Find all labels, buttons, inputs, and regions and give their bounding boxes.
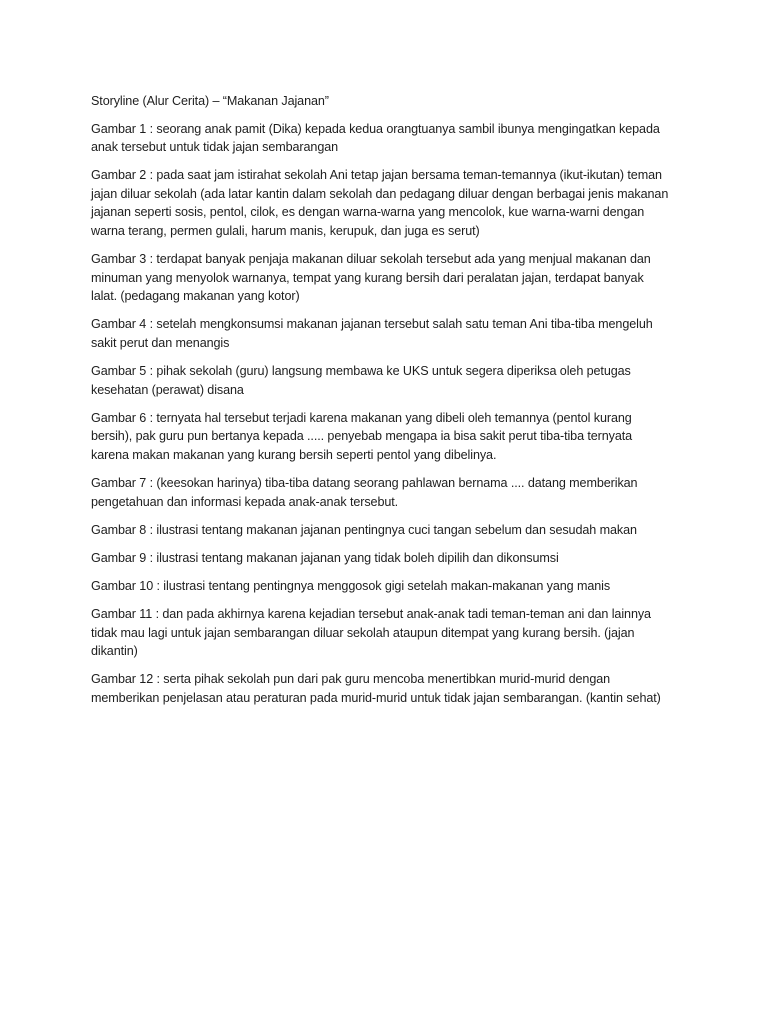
paragraph-gambar-7: Gambar 7 : (keesokan harinya) tiba-tiba datang seorang pahlawan bernama .... datang memberikan pengetahuan dan informasi kepada anak-anak tersebut. xyxy=(91,476,638,509)
paragraph-gambar-4: Gambar 4 : setelah mengkonsumsi makanan jajanan tersebut salah satu teman Ani tiba-tiba mengeluh sakit perut dan menangis xyxy=(91,317,653,351)
paragraph-gambar-8: Gambar 8 : ilustrasi tentang makanan jajanan pentingnya cuci tangan sebelum dan sesudah makan xyxy=(91,522,637,537)
paragraph-gambar-2: Gambar 2 : pada saat jam istirahat sekolah Ani tetap jajan bersama teman-temannya (ikut-ikutan) teman jajan diluar sekolah (ada latar kantin dalam sekolah dan pedagang diluar dengan berbagai jenis makanan jajanan seperti sosis, pentol, cilok, es dengan warna-warna yang mencolok, kue warna-warni dengan warna terang, permen gulali, harum manis, kerupuk, dan juga es serut) xyxy=(91,168,669,239)
paragraph-gambar-6: Gambar 6 : ternyata hal tersebut terjadi karena makanan yang dibeli oleh temannya (pentol kurang bersih), pak guru pun bertanya kepada ..... penyebab mengapa ia bisa sakit perut tiba-tiba ternyata karena makan makanan yang kurang bersih seperti pentol yang dibelinya. xyxy=(91,410,633,462)
document-title: Storyline (Alur Cerita) – “Makanan Jajanan” xyxy=(91,94,329,108)
paragraph-gambar-5: Gambar 5 : pihak sekolah (guru) langsung membawa ke UKS untuk segera diperiksa oleh petugas kesehatan (perawat) disana xyxy=(91,364,631,397)
paragraph-gambar-3: Gambar 3 : terdapat banyak penjaja makanan diluar sekolah tersebut ada yang menjual makanan dan minuman yang menyolok warnanya, tempat yang kurang bersih dari peralatan jajan, terdapat banyak lalat. (pedagang makanan yang kotor) xyxy=(91,252,651,304)
paragraph-gambar-1: Gambar 1 : seorang anak pamit (Dika) kepada kedua orangtuanya sambil ibunya mengingatkan kepada anak tersebut untuk tidak jajan sembarangan xyxy=(91,121,660,155)
paragraph-gambar-9: Gambar 9 : ilustrasi tentang makanan jajanan yang tidak boleh dipilih dan dikonsumsi xyxy=(91,550,559,565)
paragraph-gambar-11: Gambar 11 : dan pada akhirnya karena kejadian tersebut anak-anak tadi teman-teman ani dan lainnya tidak mau lagi untuk jajan sembarangan diluar sekolah ataupun ditempat yang kurang bersih. (jajan dikantin) xyxy=(91,607,651,659)
paragraph-gambar-10: Gambar 10 : ilustrasi tentang pentingnya menggosok gigi setelah makan-makanan yang manis xyxy=(91,578,611,593)
document-page xyxy=(91,92,671,717)
paragraph-gambar-12: Gambar 12 : serta pihak sekolah pun dari pak guru mencoba menertibkan murid-murid dengan memberikan penjelasan atau peraturan pada murid-murid untuk tidak jajan sembarangan. (kantin sehat) xyxy=(91,672,661,705)
